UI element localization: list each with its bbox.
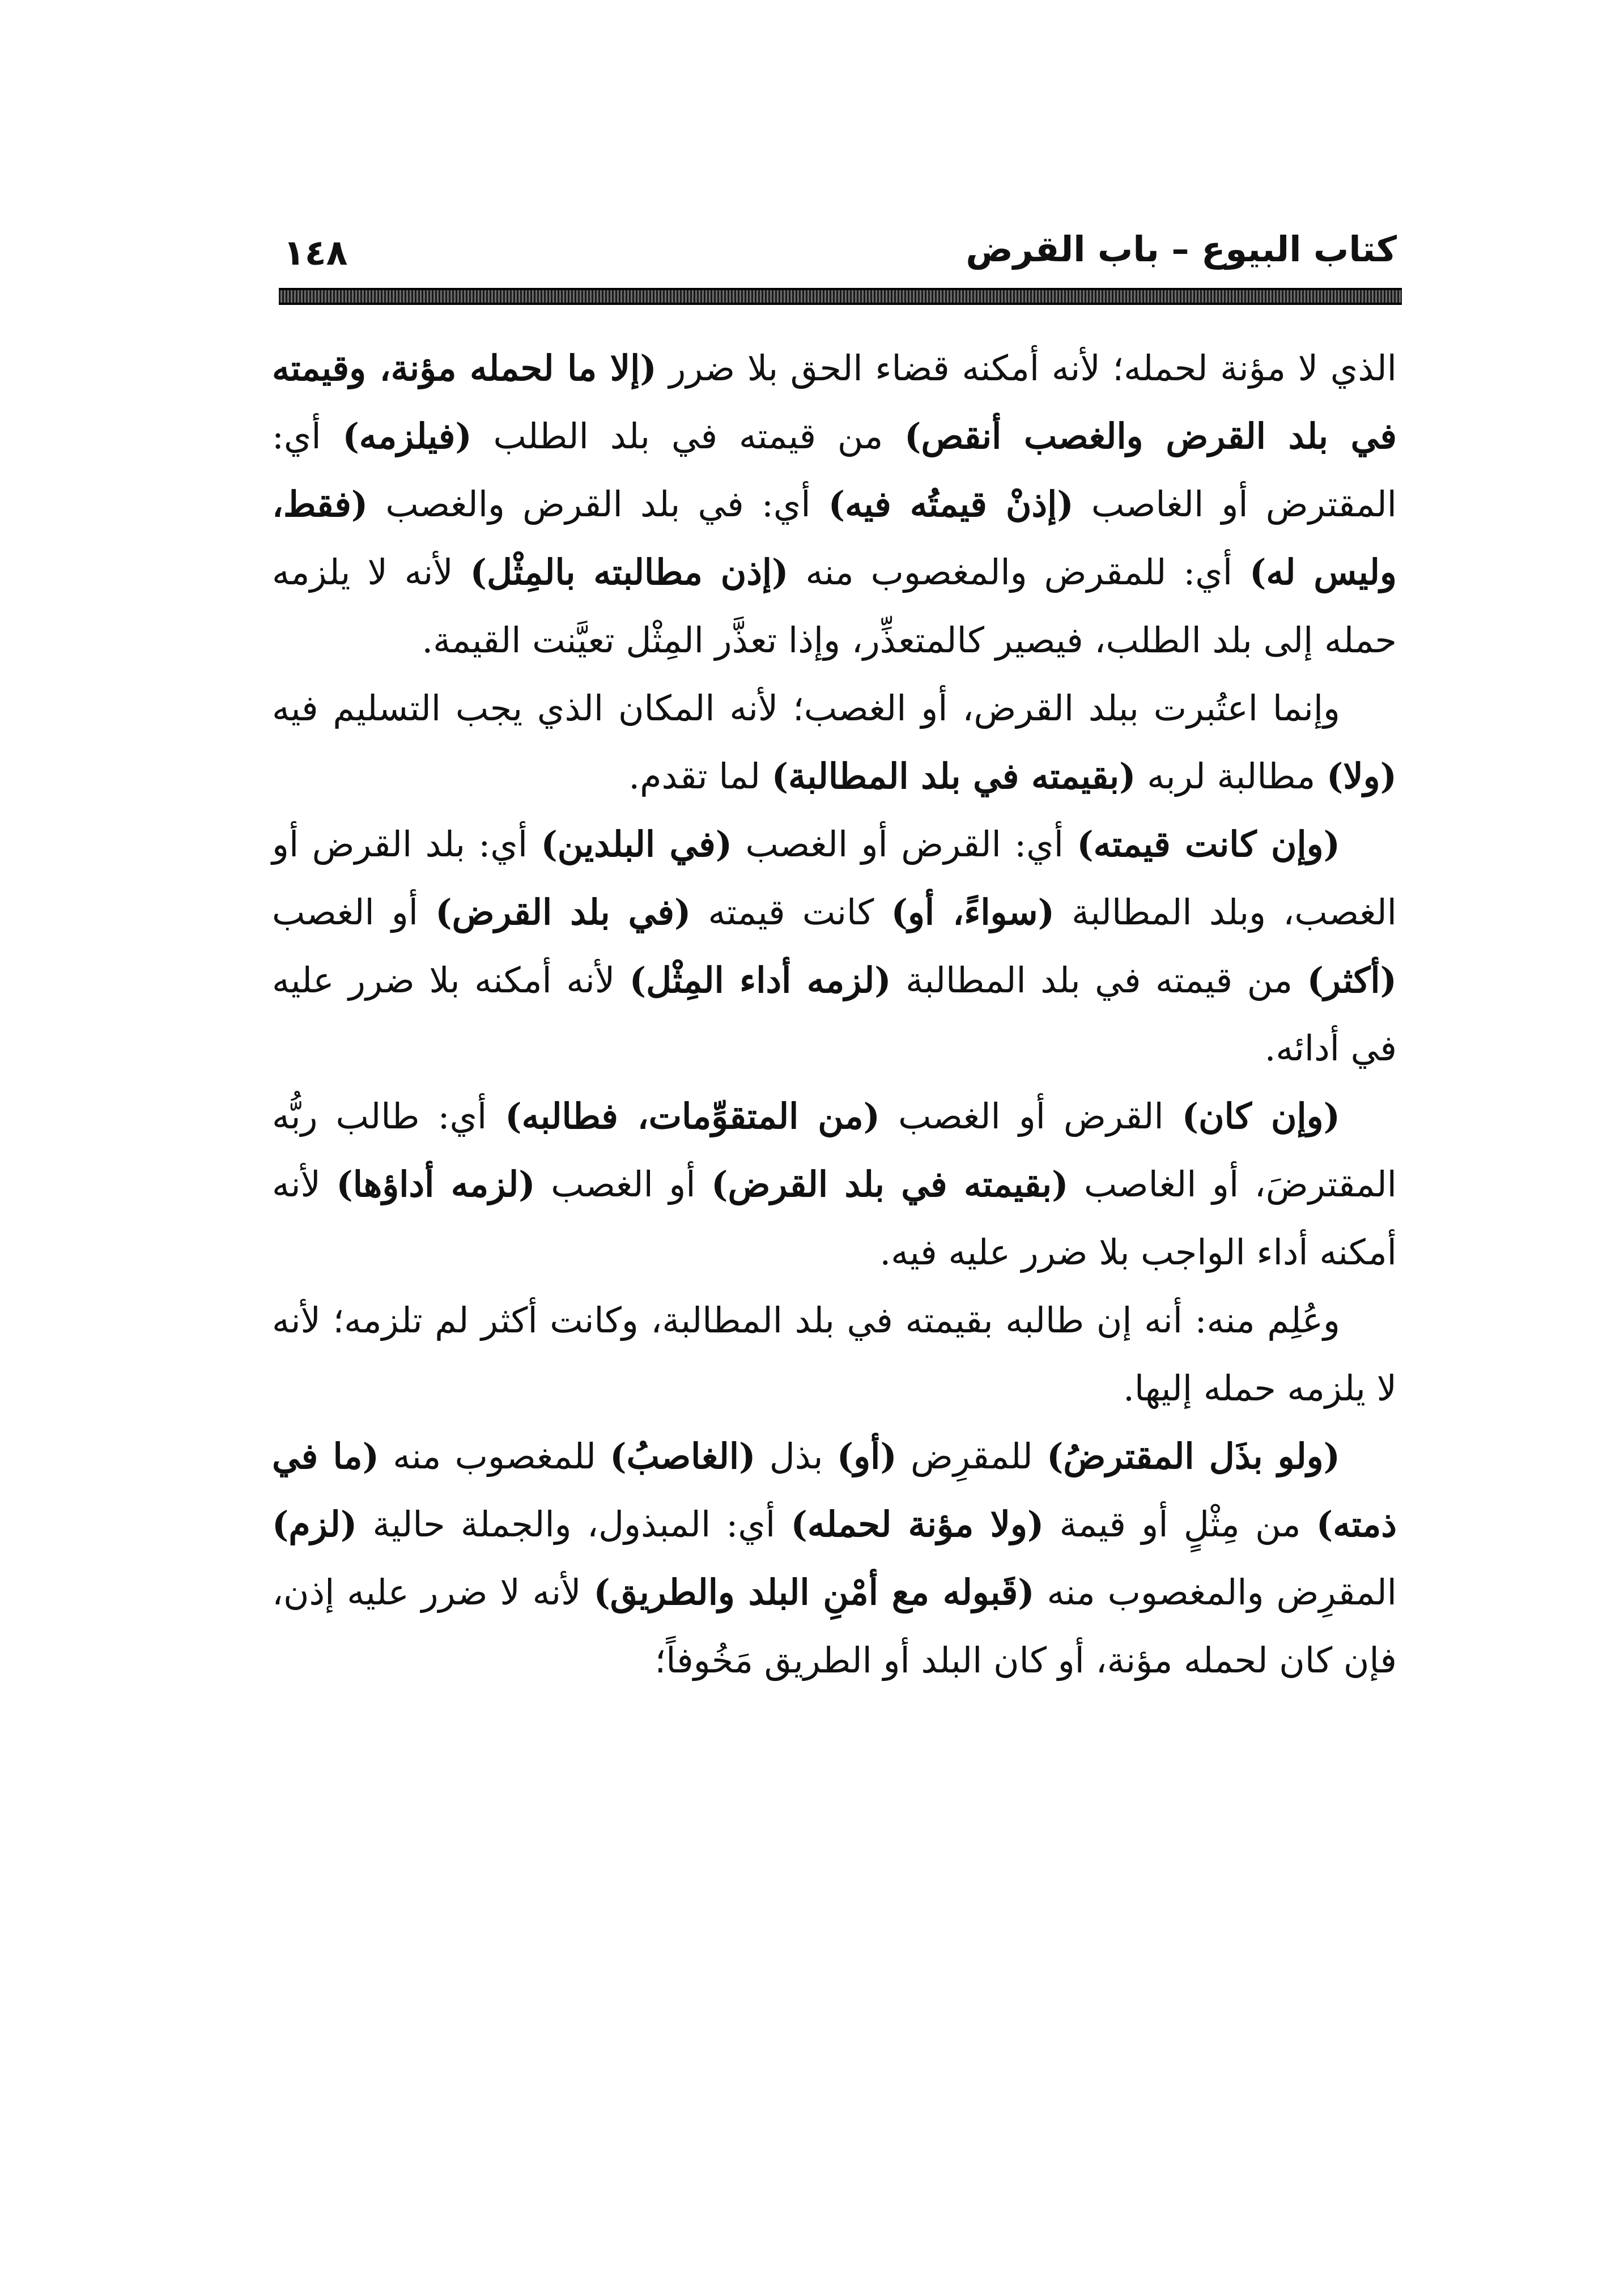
running-header bbox=[283, 227, 1397, 272]
commentary-text: أي: المقترض أو الغاصب bbox=[272, 415, 1397, 525]
commentary-text: لأنه أمكنه أداء الواجب بلا ضرر عليه فيه. bbox=[272, 1164, 1397, 1273]
bold-matn-text: (ولا) bbox=[1327, 755, 1397, 797]
commentary-text: مطالبة لربه bbox=[1136, 755, 1327, 797]
commentary-text: القرض أو الغصب bbox=[880, 1095, 1182, 1137]
commentary-text: أي: في بلد القرض والغصب bbox=[368, 483, 828, 525]
paragraph bbox=[272, 1082, 1397, 1286]
bold-matn-text: (لزمه أداؤها) bbox=[336, 1164, 535, 1205]
commentary-text: أي: طالب ربُّه المقترضَ، أو الغاصب bbox=[272, 1095, 1397, 1205]
commentary-text: من مِثْلٍ أو قيمة bbox=[1044, 1504, 1316, 1545]
commentary-text: وعُلِم منه: أنه إن طالبه بقيمته في بلد المطالبة، وكانت أكثر لم تلزمه؛ لأنه لا يلزمه حمله إليها. bbox=[272, 1300, 1397, 1409]
commentary-text: أي: للمقرض والمغصوب منه bbox=[788, 551, 1250, 593]
commentary-text: المقرِض والمغصوب منه bbox=[1034, 1572, 1397, 1613]
commentary-text: للمقرِض bbox=[896, 1436, 1047, 1477]
bold-matn-text: (ما في ذمته) bbox=[272, 1436, 1397, 1545]
bold-matn-text: (سواءً، أو) bbox=[891, 891, 1055, 933]
bold-matn-text: (ولا مؤنة لحمله) bbox=[790, 1504, 1044, 1545]
commentary-text: لما تقدم. bbox=[628, 755, 772, 797]
commentary-text: أو الغصب bbox=[272, 891, 436, 933]
bold-matn-text: (الغاصبُ) bbox=[610, 1436, 756, 1477]
bold-matn-text: (إذنْ قيمتُه فيه) bbox=[828, 483, 1074, 525]
paragraph bbox=[272, 1422, 1397, 1695]
commentary-text: للمغصوب منه bbox=[379, 1436, 610, 1477]
paragraph bbox=[272, 334, 1397, 674]
header-title: كتاب البيوع – باب القرض bbox=[966, 228, 1397, 270]
bold-matn-text: (فقط، وليس له) bbox=[272, 483, 1397, 593]
commentary-text: بذل bbox=[755, 1436, 837, 1477]
bold-matn-text: (لزم) bbox=[272, 1504, 358, 1545]
commentary-text: أو الغصب bbox=[535, 1164, 712, 1205]
body-text bbox=[272, 334, 1397, 1695]
bold-matn-text: (وإن كانت قيمته) bbox=[1077, 823, 1340, 865]
page-number: ١٤٨ bbox=[283, 232, 348, 273]
header-rule bbox=[279, 288, 1402, 305]
bold-matn-text: (بقيمته في بلد المطالبة) bbox=[771, 755, 1136, 797]
commentary-text: من قيمته في بلد المطالبة bbox=[891, 959, 1307, 1001]
bold-matn-text: (لزمه أداء المِثْل) bbox=[629, 959, 891, 1001]
commentary-text: أي: المبذول، والجملة حالية bbox=[357, 1504, 791, 1545]
bold-matn-text: (قَبوله مع أمْنِ البلد والطريق) bbox=[593, 1572, 1035, 1613]
bold-matn-text: (بقيمته في بلد القرض) bbox=[711, 1164, 1069, 1205]
commentary-text: لأنه لا ضرر عليه إذن، فإن كان لحمله مؤنة، أو كان البلد أو الطريق مَخُوفاً؛ bbox=[272, 1572, 1397, 1681]
paragraph bbox=[272, 674, 1397, 810]
bold-matn-text: (وإن كان) bbox=[1181, 1095, 1340, 1137]
paragraph bbox=[272, 1286, 1397, 1422]
commentary-text: كانت قيمته bbox=[691, 891, 891, 933]
bold-matn-text: (إلا ما لحمله مؤنة، وقيمته في بلد القرض والغصب أنقص) bbox=[272, 347, 1397, 457]
commentary-text: لأنه أمكنه بلا ضرر عليه في أدائه. bbox=[272, 959, 1397, 1069]
bold-matn-text: (فيلزمه) bbox=[342, 415, 472, 457]
bold-matn-text: (في البلدين) bbox=[541, 823, 733, 865]
commentary-text: أي: القرض أو الغصب bbox=[732, 823, 1077, 865]
commentary-text: الذي لا مؤنة لحمله؛ لأنه أمكنه قضاء الحق بلا ضرر bbox=[656, 347, 1397, 389]
commentary-text: من قيمته في بلد الطلب bbox=[471, 415, 905, 457]
bold-matn-text: (ولو بذَل المقترضُ) bbox=[1047, 1436, 1340, 1477]
commentary-text: أي: بلد القرض أو الغصب، وبلد المطالبة bbox=[272, 823, 1397, 933]
bold-matn-text: (في بلد القرض) bbox=[435, 891, 691, 933]
commentary-text: لأنه لا يلزمه حمله إلى بلد الطلب، فيصير كالمتعذِّر، وإذا تعذَّر المِثْل تعيَّنت القيمة. bbox=[272, 551, 1397, 661]
bold-matn-text: (أو) bbox=[836, 1436, 897, 1477]
paragraph bbox=[272, 810, 1397, 1082]
bold-matn-text: (إذن مطالبته بالمِثْل) bbox=[470, 551, 789, 593]
commentary-text: وإنما اعتُبرت ببلد القرض، أو الغصب؛ لأنه المكان الذي يجب التسليم فيه bbox=[272, 687, 1340, 729]
bold-matn-text: (أكثر) bbox=[1307, 959, 1397, 1001]
bold-matn-text: (من المتقوِّمات، فطالبه) bbox=[505, 1095, 881, 1137]
